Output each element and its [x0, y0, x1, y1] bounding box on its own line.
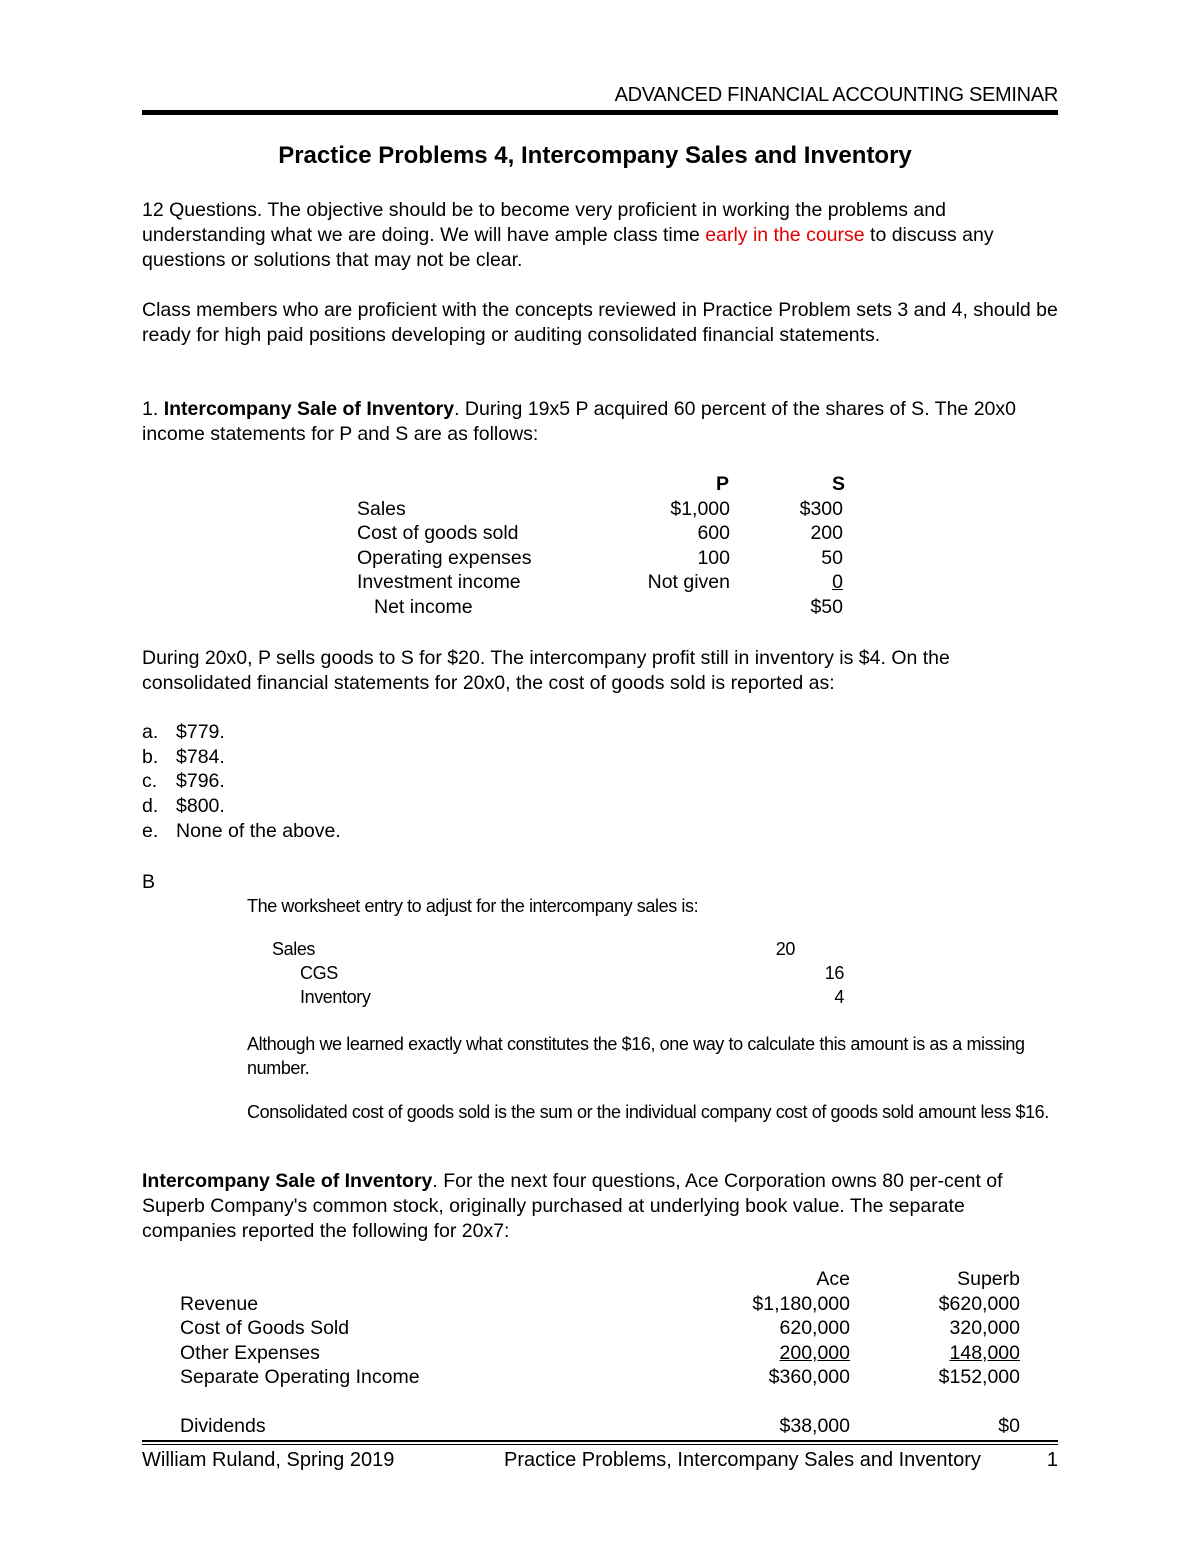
cell-p: Not given	[647, 571, 730, 593]
header-rule	[142, 110, 1058, 115]
credit-amount: 16	[824, 963, 844, 983]
solution-intro: The worksheet entry to adjust for the intercompany sales is:	[247, 896, 699, 916]
cell-ace: $360,000	[768, 1366, 850, 1388]
column-header-s: S	[831, 473, 845, 495]
option-letter: d.	[142, 795, 159, 818]
account-name: Inventory	[300, 987, 371, 1007]
table-row	[180, 1316, 1022, 1341]
footer-rule	[142, 1440, 1058, 1442]
cell-s: 50	[821, 546, 843, 569]
journal-line	[272, 985, 848, 1009]
table-row	[357, 546, 847, 571]
table-row	[180, 1341, 1022, 1366]
answer-options	[142, 720, 341, 843]
answer-key: B	[142, 871, 156, 893]
column-header-ace: Ace	[816, 1268, 850, 1290]
proficiency-paragraph: Class members who are proficient with the concepts reviewed in Practice Problem sets 3 and 4, should be ready for high paid positions developing or auditing consolidated financial statements.	[142, 299, 1058, 346]
credit-amount: 4	[834, 987, 844, 1007]
account-name: CGS	[300, 963, 338, 983]
cell-s: $300	[799, 497, 843, 520]
ace-superb-table	[180, 1267, 1022, 1439]
cell-superb: $152,000	[938, 1366, 1020, 1388]
intro-text: 12 Questions. The objective should be to become very proficient in working the problems and understanding what we are doing. We will have ample class time	[142, 199, 946, 246]
running-header: ADVANCED FINANCIAL ACCOUNTING SEMINAR	[614, 84, 1058, 106]
option-text: $800.	[176, 795, 225, 818]
option-text: $779.	[176, 721, 225, 743]
cell-s: 0	[832, 571, 843, 593]
table-row	[357, 521, 847, 546]
row-label: Revenue	[180, 1292, 259, 1315]
question-1-prompt	[142, 397, 1058, 447]
row-label: Dividends	[180, 1415, 266, 1437]
account-name: Sales	[272, 939, 316, 959]
table-row-dividends	[180, 1414, 1022, 1439]
cell-superb: $0	[998, 1415, 1020, 1437]
row-label: Net income	[374, 595, 473, 618]
answer-option	[142, 819, 341, 844]
cell-ace: $1,180,000	[752, 1292, 850, 1315]
answer-option	[142, 720, 341, 745]
table-row	[357, 497, 847, 522]
option-letter: e.	[142, 819, 159, 842]
column-header-superb: Superb	[957, 1268, 1020, 1290]
income-statement-table	[357, 472, 847, 619]
row-label: Operating expenses	[357, 546, 532, 569]
cell-superb: 320,000	[949, 1317, 1020, 1339]
option-letter: a.	[142, 721, 159, 743]
page-number: 1	[1046, 1449, 1058, 1471]
debit-amount: 20	[775, 939, 795, 959]
table-row	[357, 570, 847, 595]
cell-superb: $620,000	[938, 1292, 1020, 1315]
solution-note-2: Consolidated cost of goods sold is the sum or the individual company cost of goods sold amount less $16.	[247, 1102, 1049, 1122]
cell-ace: $38,000	[779, 1415, 850, 1437]
table-header-row	[357, 472, 847, 497]
journal-line	[272, 961, 848, 985]
option-letter: b.	[142, 745, 159, 768]
question-1-stem: During 20x0, P sells goods to S for $20. The intercompany profit still in inventory is $4. On the consolidated financial statements for 20x0, the cost of goods sold is reported as:	[142, 647, 950, 694]
footer-author: William Ruland, Spring 2019	[142, 1449, 395, 1471]
journal-entry	[272, 937, 848, 1009]
journal-line	[272, 937, 848, 961]
section-heading: Intercompany Sale of Inventory	[142, 1170, 433, 1192]
section-text: . For the next four questions, Ace Corporation owns 80 per-cent of Superb Company's common stock, originally purchased at underlying book value. The separate companies reported the following for 20x7:	[142, 1170, 1003, 1242]
solution-note-1: Although we learned exactly what constitutes the $16, one way to calculate this amount is as a missing number.	[247, 1034, 1025, 1078]
table-header-row	[180, 1267, 1022, 1292]
option-letter: c.	[142, 770, 158, 793]
intro-highlight: early in the course	[705, 224, 865, 246]
row-label: Cost of goods sold	[357, 522, 519, 544]
table-row	[357, 595, 847, 620]
row-label: Sales	[357, 497, 406, 520]
ace-superb-prompt	[142, 1169, 1058, 1244]
cell-ace: 200,000	[779, 1341, 850, 1364]
question-number: 1.	[142, 398, 164, 420]
document-title: Practice Problems 4, Intercompany Sales and Inventory	[278, 142, 912, 169]
footer-title: Practice Problems, Intercompany Sales and Inventory	[504, 1449, 981, 1471]
option-text: $796.	[176, 770, 225, 793]
answer-option	[142, 794, 341, 819]
footer-rule-thin	[142, 1444, 1058, 1445]
row-label: Cost of Goods Sold	[180, 1317, 350, 1339]
option-text: None of the above.	[176, 819, 341, 842]
cell-s: 200	[810, 522, 843, 544]
answer-option	[142, 769, 341, 794]
intro-text-end: to discuss any questions or solutions that may not be clear.	[142, 224, 994, 271]
row-label: Separate Operating Income	[180, 1366, 420, 1388]
cell-s: $50	[810, 595, 843, 618]
answer-option	[142, 745, 341, 770]
table-row	[180, 1365, 1022, 1390]
row-label: Investment income	[357, 571, 521, 593]
cell-p: $1,000	[670, 497, 730, 520]
cell-p: 100	[697, 546, 730, 569]
row-label: Other Expenses	[180, 1341, 320, 1364]
question-text: . During 19x5 P acquired 60 percent of the shares of S. The 20x0 income statements for P and S are as follows:	[142, 398, 1016, 445]
cell-p: 600	[697, 522, 730, 544]
table-row	[180, 1292, 1022, 1317]
option-text: $784.	[176, 745, 225, 768]
cell-superb: 148,000	[949, 1341, 1020, 1364]
intro-paragraph	[142, 198, 1058, 273]
column-header-p: P	[715, 473, 729, 495]
cell-ace: 620,000	[779, 1317, 850, 1339]
question-heading: Intercompany Sale of Inventory	[163, 398, 455, 420]
